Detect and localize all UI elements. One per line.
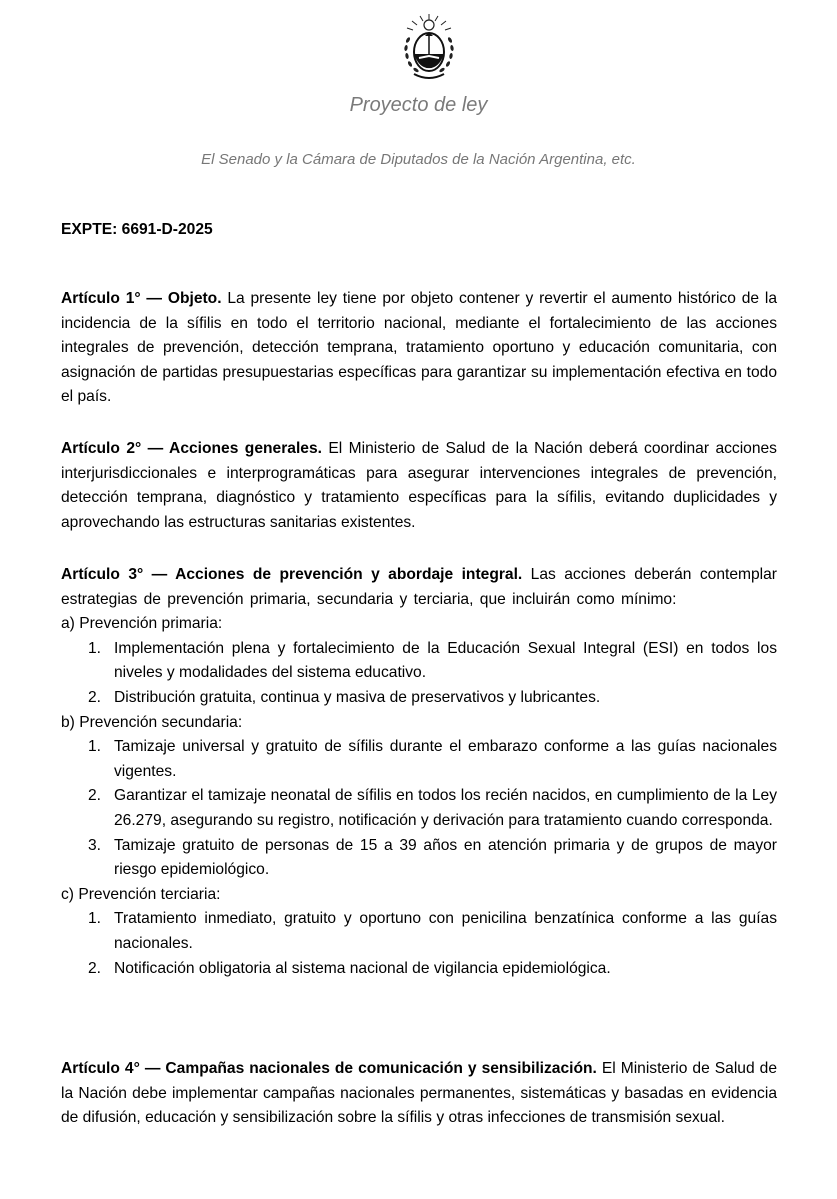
- section-c-label: c) Prevención terciaria:: [61, 885, 221, 903]
- list-item: [61, 907, 777, 956]
- list-item-text: Tamizaje gratuito de personas de 15 a 39 años en atención primaria y de grupos de mayor riesgo epidemiológico.: [114, 836, 777, 879]
- list-item-text: Implementación plena y fortalecimiento de la Educación Sexual Integral (ESI) en todos los niveles y modalidades del sistema educativo.: [114, 639, 777, 682]
- article-1: [61, 287, 777, 410]
- list-item-number: 1.: [88, 639, 102, 657]
- expediente-number: EXPTE: 6691-D-2025: [61, 221, 213, 238]
- list-item-number: 2.: [88, 688, 102, 706]
- list-item-number: 1.: [88, 910, 102, 928]
- section-b-label: b) Prevención secundaria:: [61, 713, 243, 731]
- list-item-text: Notificación obligatoria al sistema nacional de vigilancia epidemiológica.: [114, 959, 611, 977]
- section-a-label: a) Prevención primaria:: [61, 615, 223, 633]
- list-item: [61, 784, 777, 833]
- article-1-heading: Artículo 1° — Objeto.: [61, 290, 222, 307]
- section-b-list: [61, 735, 777, 883]
- list-item: [61, 957, 777, 982]
- national-seal-icon: [400, 12, 458, 82]
- article-2-text: El Ministerio de Salud de la Nación deberá coordinar acciones interjurisdiccionales e interprogramáticas para asegurar intervenciones integrales de prevención, detección temprana, diagnóstico y tratamiento específicas para la sífilis, evitando duplicidades y aprovechando las estructuras sanitarias existentes.: [61, 440, 777, 531]
- list-item-number: 3.: [88, 836, 102, 854]
- list-item: [61, 686, 777, 711]
- article-3-heading: Artículo 3° — Acciones de prevención y abordaje integral.: [61, 566, 523, 583]
- article-1-text: La presente ley tiene por objeto contener y revertir el aumento histórico de la incidencia de la sífilis en todo el territorio nacional, mediante el fortalecimiento de las acciones integrales de prevención, detección temprana, tratamiento oportuno y educación comunitaria, con asignación de partidas presupuestarias específicas para garantizar su implementación efectiva en todo el país.: [61, 290, 777, 406]
- article-4-heading: Artículo 4° — Campañas nacionales de comunicación y sensibilización.: [61, 1060, 597, 1077]
- section-a-list: [61, 637, 777, 711]
- article-2: [61, 437, 777, 535]
- list-item-number: 2.: [88, 959, 102, 977]
- list-item-number: 2.: [88, 787, 102, 805]
- list-item-text: Tratamiento inmediato, gratuito y oportuno con penicilina benzatínica conforme a las guías nacionales.: [114, 910, 777, 952]
- list-item: [61, 735, 777, 784]
- list-item: [61, 637, 777, 686]
- article-3-text: Las acciones deberán contemplar estrategias de prevención primaria, secundaria y terciaria, que incluirán como mínimo:: [61, 566, 777, 608]
- list-item-number: 1.: [88, 738, 102, 756]
- list-item-text: Tamizaje universal y gratuito de sífilis durante el embarazo conforme a las guías nacionales vigentes.: [114, 738, 777, 780]
- article-2-heading: Artículo 2° — Acciones generales.: [61, 440, 322, 457]
- list-item-text: Distribución gratuita, continua y masiva de preservativos y lubricantes.: [114, 688, 601, 706]
- article-3: [61, 563, 777, 981]
- article-4: [61, 1057, 777, 1131]
- document-subtitle: El Senado y la Cámara de Diputados de la Nación Argentina, etc.: [201, 151, 636, 168]
- section-c-list: [61, 907, 777, 981]
- document-title: Proyecto de ley: [349, 94, 488, 116]
- list-item-text: Garantizar el tamizaje neonatal de sífilis en todos los recién nacidos, en cumplimiento de la Ley 26.279, asegurando su registro, notificación y derivación para tratamiento cuando corresponda.: [114, 787, 777, 829]
- article-4-text: El Ministerio de Salud de la Nación debe implementar campañas nacionales permanentes, sistemáticas y basadas en evidencia de difusión, educación y sensibilización sobre la sífilis y otras infecciones de transmisión sexual.: [61, 1060, 777, 1127]
- list-item: [61, 834, 777, 883]
